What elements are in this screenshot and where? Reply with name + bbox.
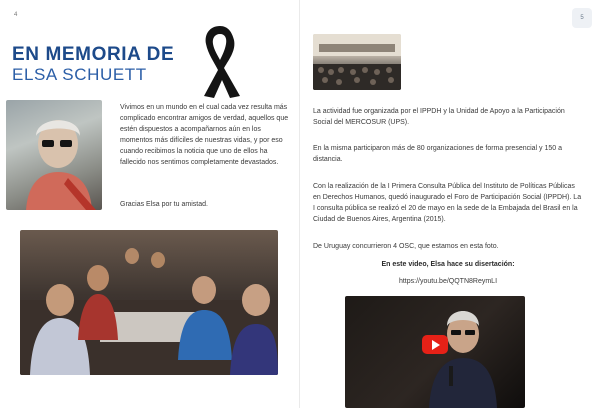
memorial-title-line1: EN MEMORIA DE bbox=[12, 44, 175, 65]
right-paragraph-2: En la misma participaron más de 80 organizaciones de forma presencial y 150 a distancia. bbox=[313, 145, 563, 163]
memorial-paragraph: Vivimos en un mundo en el cual cada vez resulta más complicado encontrar amigos de verdad, aquellos que estén dispuestos a acompañarnos aún en los momentos más difíciles de nuestras vidas, y por eso cuando recibimos la noticia que uno de ellos ha fallecido nos sentimos completamente devastados. bbox=[120, 104, 289, 166]
memorial-thanks: Gracias Elsa por tu amistad. bbox=[120, 201, 208, 208]
right-paragraph-1: La actividad fue organizada por el IPPDH y la Unidad de Apoyo a la Participación Social del MERCOSUR (UPS). bbox=[313, 108, 565, 126]
right-paragraph-3: Con la realización de la I Primera Consulta Pública del Instituto de Políticas Públicas en Derechos Humanos, quedó inaugurado el Foro de Participación Social (IPPDH). La I consulta pública se realizó el 20 de mayo en la sede de la Embajada del Brasil en la Ciudad de Buenos Aires, Argentina (2015). bbox=[313, 183, 582, 223]
page-number-left: 4 bbox=[14, 12, 18, 18]
page-number-right: 5 bbox=[572, 8, 592, 28]
play-triangle bbox=[432, 340, 440, 350]
group-photo bbox=[20, 230, 278, 375]
video-title: En este video, Elsa hace su disertación: bbox=[381, 261, 515, 268]
right-paragraph-4: De Uruguay concurrieron 4 OSC, que estamos en esta foto. bbox=[313, 243, 499, 250]
elsa-portrait-photo bbox=[6, 100, 102, 210]
youtube-play-icon[interactable] bbox=[422, 335, 448, 354]
event-photo bbox=[313, 34, 401, 90]
video-link[interactable]: https://youtu.be/QQTN8ReymLI bbox=[398, 278, 498, 285]
memorial-title-line2: ELSA SCHUETT bbox=[12, 65, 147, 84]
mourning-ribbon-icon bbox=[192, 20, 248, 98]
